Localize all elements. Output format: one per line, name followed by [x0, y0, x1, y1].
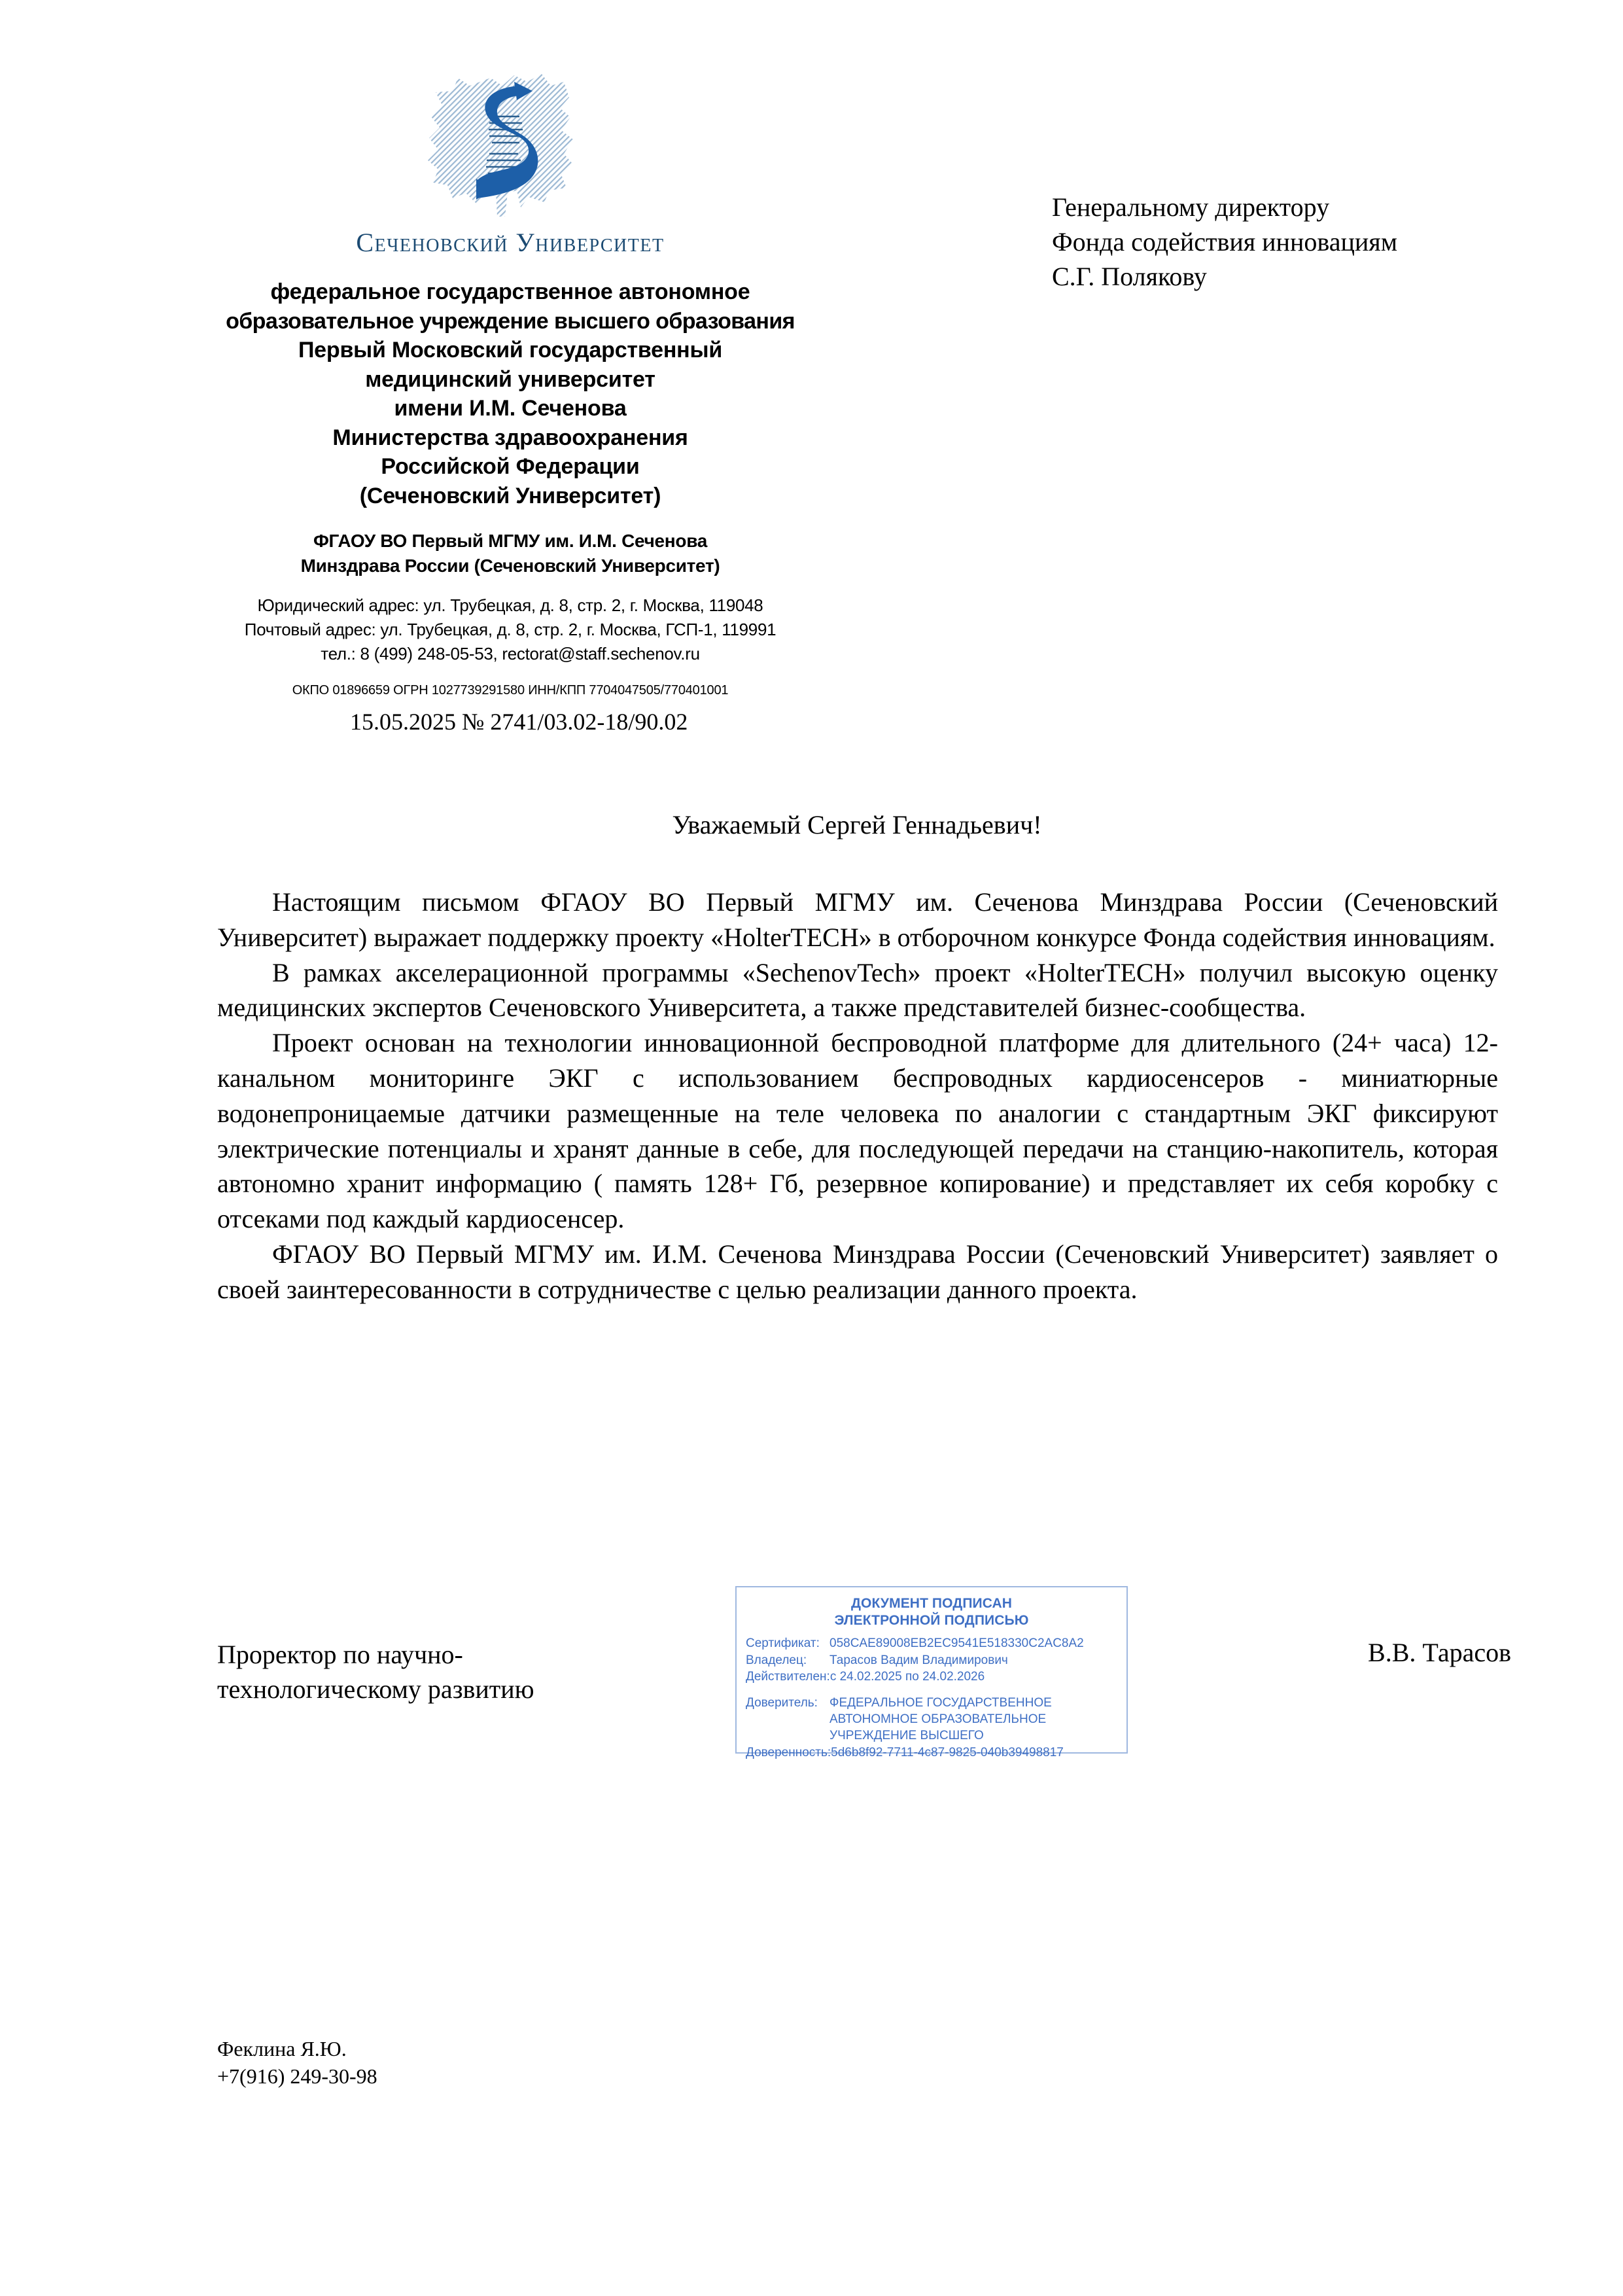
institution-full-name — [216, 277, 805, 510]
document-footer — [217, 2035, 377, 2090]
estamp-fields — [746, 1635, 1117, 1761]
estamp-title — [746, 1595, 1117, 1629]
estamp-validity-row — [746, 1669, 1117, 1685]
estamp-poa-value: 5d6b8f92-7711-4c87-9825-040b39498817 — [831, 1745, 1064, 1759]
estamp-spacer — [746, 1686, 1117, 1695]
phone-and-email: тел.: 8 (499) 248-05-53, rectorat@staff.sechenov.ru — [321, 644, 700, 664]
estamp-owner-label: Владелец: — [746, 1653, 807, 1667]
body-paragraph-2: В рамках акселерационной программы «SechenovTech» проект «HolterTECH» получил высокую оценку медицинских экспертов Сеченовского Университета, а также представителей бизнес-сообщества. — [217, 957, 1498, 1023]
estamp-owner-value: Тарасов Вадим Владимирович — [829, 1653, 1008, 1667]
signatory-title-line-2: технологическому развитию — [217, 1674, 534, 1704]
institution-full-name-line-2: образовательное учреждение высшего образования — [226, 308, 795, 334]
postal-address: Почтовый адрес: ул. Трубецкая, д. 8, стр. 2, г. Москва, ГСП-1, 119991 — [244, 620, 777, 640]
institution-short-name-line-2: Минздрава России (Сеченовский Университет) — [300, 555, 720, 576]
estamp-poa-row — [746, 1744, 1117, 1761]
institution-address — [216, 593, 805, 666]
addressee-block — [1052, 190, 1575, 294]
estamp-validity-value: с 24.02.2025 по 24.02.2026 — [829, 1670, 985, 1684]
estamp-certificate-value: 058CAE89008EB2EC9541E518330C2AC8A2 — [829, 1636, 1084, 1651]
addressee-name: С.Г. Полякову — [1052, 262, 1207, 292]
signatory-name: В.В. Тарасов — [1368, 1638, 1511, 1667]
estamp-principal-label: Доверитель: — [746, 1695, 818, 1710]
estamp-certificate-row — [746, 1635, 1117, 1651]
institution-full-name-line-5: имени И.М. Сеченова — [394, 396, 627, 421]
salutation: Уважаемый Сергей Геннадьевич! — [672, 810, 1042, 839]
institution-full-name-line-7: Российской Федерации — [381, 454, 640, 480]
estamp-poa-label: Доверенность: — [746, 1745, 831, 1759]
institution-full-name-line-1: федеральное государственное автономное — [270, 279, 750, 304]
legal-address: Юридический адрес: ул. Трубецкая, д. 8, стр. 2, г. Москва, 119048 — [257, 595, 763, 616]
electronic-signature-stamp — [735, 1586, 1128, 1759]
document-reference-line: 15.05.2025 № 2741/03.02-18/90.02 — [350, 709, 688, 735]
letter-body — [217, 885, 1498, 1307]
signatory-title-line-1: Проректор по научно- — [217, 1640, 463, 1669]
estamp-principal-row — [746, 1695, 1117, 1744]
body-paragraph-4: ФГАОУ ВО Первый МГМУ им. И.М. Сеченова Минздрава России (Сеченовский Университет) заявляет о своей заинтересованности в сотрудничестве с целью реализации данного проекта. — [217, 1239, 1498, 1304]
letterhead — [216, 62, 805, 698]
body-paragraph-1: Настоящим письмом ФГАОУ ВО Первый МГМУ им. Сеченова Минздрава России (Сеченовский Университет) выражает поддержку проекту «HolterTECH» в отборочном конкурсе Фонда содействия инновациям. — [217, 887, 1498, 952]
institution-short-name-line-1: ФГАОУ ВО Первый МГМУ им. И.М. Сеченова — [313, 531, 708, 552]
institution-full-name-line-4: медицинский университет — [365, 366, 655, 392]
estamp-validity-label: Действителен: — [746, 1670, 830, 1684]
institution-full-name-line-6: Министерства здравоохранения — [332, 425, 688, 450]
estamp-principal-value: ФЕДЕРАЛЬНОЕ ГОСУДАРСТВЕННОЕ АВТОНОМНОЕ ОБРАЗОВАТЕЛЬНОЕ УЧРЕЖДЕНИЕ ВЫСШЕГО — [829, 1695, 1052, 1743]
estamp-certificate-label: Сертификат: — [746, 1636, 820, 1651]
estamp-title-line-2: ЭЛЕКТРОННОЙ ПОДПИСЬЮ — [834, 1612, 1029, 1628]
addressee-position: Генеральному директору — [1052, 192, 1330, 222]
university-logo — [216, 62, 805, 258]
estamp-owner-row — [746, 1652, 1117, 1669]
body-paragraph-3: Проект основан на технологии инновационной беспроводной платформе для длительного (24+ часа) 12-канальном мониторинге ЭКГ с использованием беспроводных кардиосенсеров - миниатюрные водонепроницаемые датчики размещенные на теле человека по аналогии с стандартным ЭКГ фиксируют электрические потенциалы и хранят данные в себе, для последующей передачи на станцию-накопитель, которая автономно хранит информацию ( память 128+ Гб, резервное копирование) и представляет их себя коробку с отсеками под каждый кардиосенсер. — [217, 1028, 1498, 1234]
institution-full-name-line-3: Первый Московский государственный — [298, 338, 723, 363]
footer-contact-phone: +7(916) 249-30-98 — [217, 2064, 377, 2089]
footer-contact-name: Феклина Я.Ю. — [217, 2037, 347, 2060]
institution-short-name — [216, 529, 805, 578]
logo-wordmark: Сеченовский Университет — [356, 228, 665, 257]
institution-full-name-line-8: (Сеченовский Университет) — [359, 483, 661, 508]
addressee-organization: Фонда содействия инновациям — [1052, 227, 1398, 257]
dna-helix-leaf-logo-icon — [393, 62, 628, 226]
registration-codes: ОКПО 01896659 ОГРН 1027739291580 ИНН/КПП 7704047505/770401001 — [292, 683, 729, 698]
estamp-title-line-1: ДОКУМЕНТ ПОДПИСАН — [851, 1596, 1012, 1611]
signatory-title — [217, 1637, 714, 1706]
